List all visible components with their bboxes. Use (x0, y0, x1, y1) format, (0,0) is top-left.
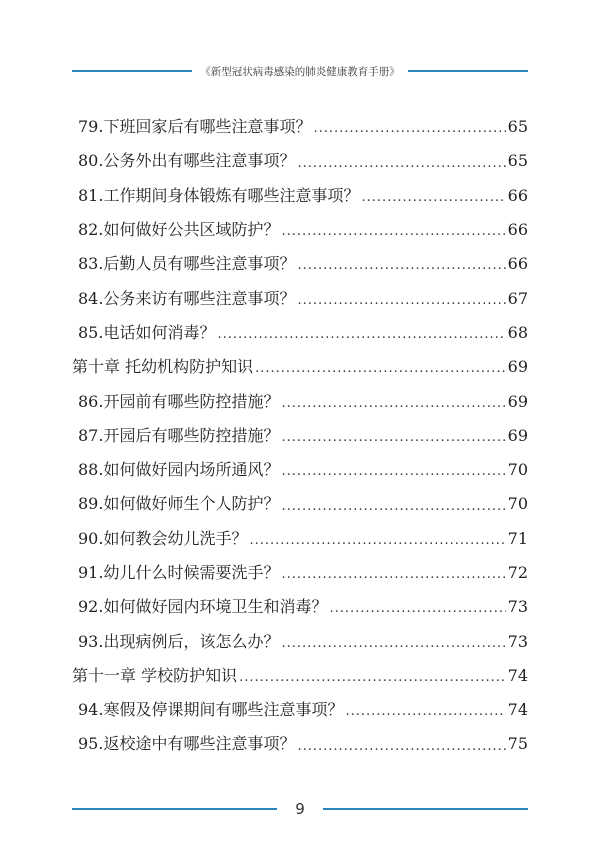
toc-chapter-entry[interactable] (72, 659, 528, 693)
toc-entry[interactable] (72, 144, 528, 178)
toc-entry-label: 90.如何教会幼儿洗手？ (78, 528, 248, 548)
toc-entry-page: 65 (507, 151, 528, 171)
toc-leader-dots (255, 362, 506, 384)
toc-entry[interactable] (72, 281, 528, 315)
toc-leader-dots (361, 191, 505, 213)
header-title: 《新型冠状病毒感染的肺炎健康教育手册》 (200, 65, 400, 78)
footer-rule-right (323, 808, 528, 810)
toc-entry[interactable] (72, 179, 528, 213)
toc-leader-dots (249, 534, 505, 556)
toc-entry[interactable] (72, 384, 528, 418)
toc-leader-dots (281, 568, 505, 590)
toc-entry-label: 93.出现病例后，该怎么办？ (78, 631, 280, 651)
toc-entry-label: 80.公务外出有哪些注意事项？ (78, 151, 296, 171)
toc-leader-dots (297, 157, 505, 179)
toc-entry-label: 92.如何做好园内环境卫生和消毒？ (78, 597, 328, 617)
table-of-contents (72, 110, 528, 762)
footer-rule-left (72, 808, 277, 810)
toc-entry[interactable] (72, 487, 528, 521)
toc-leader-dots (281, 500, 505, 522)
toc-entry[interactable] (72, 453, 528, 487)
toc-entry-label: 95.返校途中有哪些注意事项？ (78, 734, 296, 754)
toc-leader-dots (281, 225, 505, 247)
toc-entry-page: 75 (507, 734, 528, 754)
toc-entry-page: 66 (507, 220, 528, 240)
toc-leader-dots (313, 122, 505, 144)
toc-entry-page: 69 (507, 357, 528, 377)
toc-entry[interactable] (72, 556, 528, 590)
toc-entry[interactable] (72, 247, 528, 281)
toc-entry-label: 第十章 托幼机构防护知识 (72, 357, 254, 377)
toc-leader-dots (345, 705, 505, 727)
toc-entry[interactable] (72, 522, 528, 556)
toc-leader-dots (281, 465, 505, 487)
header-rule-right (408, 70, 528, 72)
toc-entry-page: 65 (507, 117, 528, 137)
page-footer (72, 797, 528, 821)
toc-entry-label: 91.幼儿什么时候需要洗手？ (78, 563, 280, 582)
toc-entry-label: 86.开园前有哪些防控措施？ (78, 391, 280, 411)
toc-leader-dots (297, 740, 505, 762)
toc-entry[interactable] (72, 110, 528, 144)
toc-entry[interactable] (72, 590, 528, 624)
toc-entry-label: 85.电话如何消毒？ (78, 322, 216, 342)
header-rule-left (72, 70, 192, 72)
toc-entry-label: 88.如何做好园内场所通风？ (78, 460, 280, 480)
toc-entry-label: 第十一章 学校防护知识 (72, 665, 238, 685)
toc-entry[interactable] (72, 316, 528, 350)
toc-entry-page: 71 (507, 528, 528, 548)
toc-leader-dots (217, 328, 505, 350)
toc-entry-label: 82.如何做好公共区域防护？ (78, 220, 280, 240)
toc-entry-label: 87.开园后有哪些防控措施？ (78, 425, 280, 445)
toc-entry[interactable] (72, 693, 528, 727)
toc-entry[interactable] (72, 419, 528, 453)
page-number: 9 (295, 800, 305, 818)
toc-leader-dots (297, 294, 505, 316)
toc-entry[interactable] (72, 213, 528, 247)
toc-entry-page: 67 (507, 288, 528, 308)
toc-leader-dots (239, 671, 506, 693)
toc-leader-dots (281, 397, 505, 419)
running-header (72, 60, 528, 82)
toc-entry-page: 70 (507, 494, 528, 514)
toc-entry-label: 94.寒假及停课期间有哪些注意事项？ (78, 700, 344, 720)
toc-entry-page: 68 (507, 322, 528, 342)
toc-entry-page: 66 (507, 254, 528, 274)
toc-entry-label: 79.下班回家后有哪些注意事项？ (78, 117, 312, 137)
toc-entry[interactable] (72, 727, 528, 761)
toc-chapter-entry[interactable] (72, 350, 528, 384)
toc-entry-label: 81.工作期间身体锻炼有哪些注意事项？ (78, 185, 360, 205)
toc-entry-label: 89.如何做好师生个人防护？ (78, 494, 280, 514)
toc-entry-page: 74 (507, 665, 528, 685)
toc-entry-page: 73 (507, 597, 528, 617)
toc-leader-dots (281, 637, 505, 659)
toc-entry-page: 66 (507, 185, 528, 205)
toc-entry-page: 70 (507, 460, 528, 480)
toc-leader-dots (329, 602, 505, 624)
toc-leader-dots (281, 431, 505, 453)
toc-entry-page: 74 (507, 700, 528, 720)
toc-entry-label: 83.后勤人员有哪些注意事项？ (78, 254, 296, 274)
toc-leader-dots (297, 259, 505, 281)
toc-entry-page: 73 (507, 631, 528, 651)
toc-entry-page: 69 (507, 425, 528, 445)
toc-entry[interactable] (72, 624, 528, 658)
toc-entry-label: 84.公务来访有哪些注意事项？ (78, 288, 296, 308)
toc-entry-page: 69 (507, 391, 528, 411)
toc-entry-page: 72 (507, 563, 528, 582)
